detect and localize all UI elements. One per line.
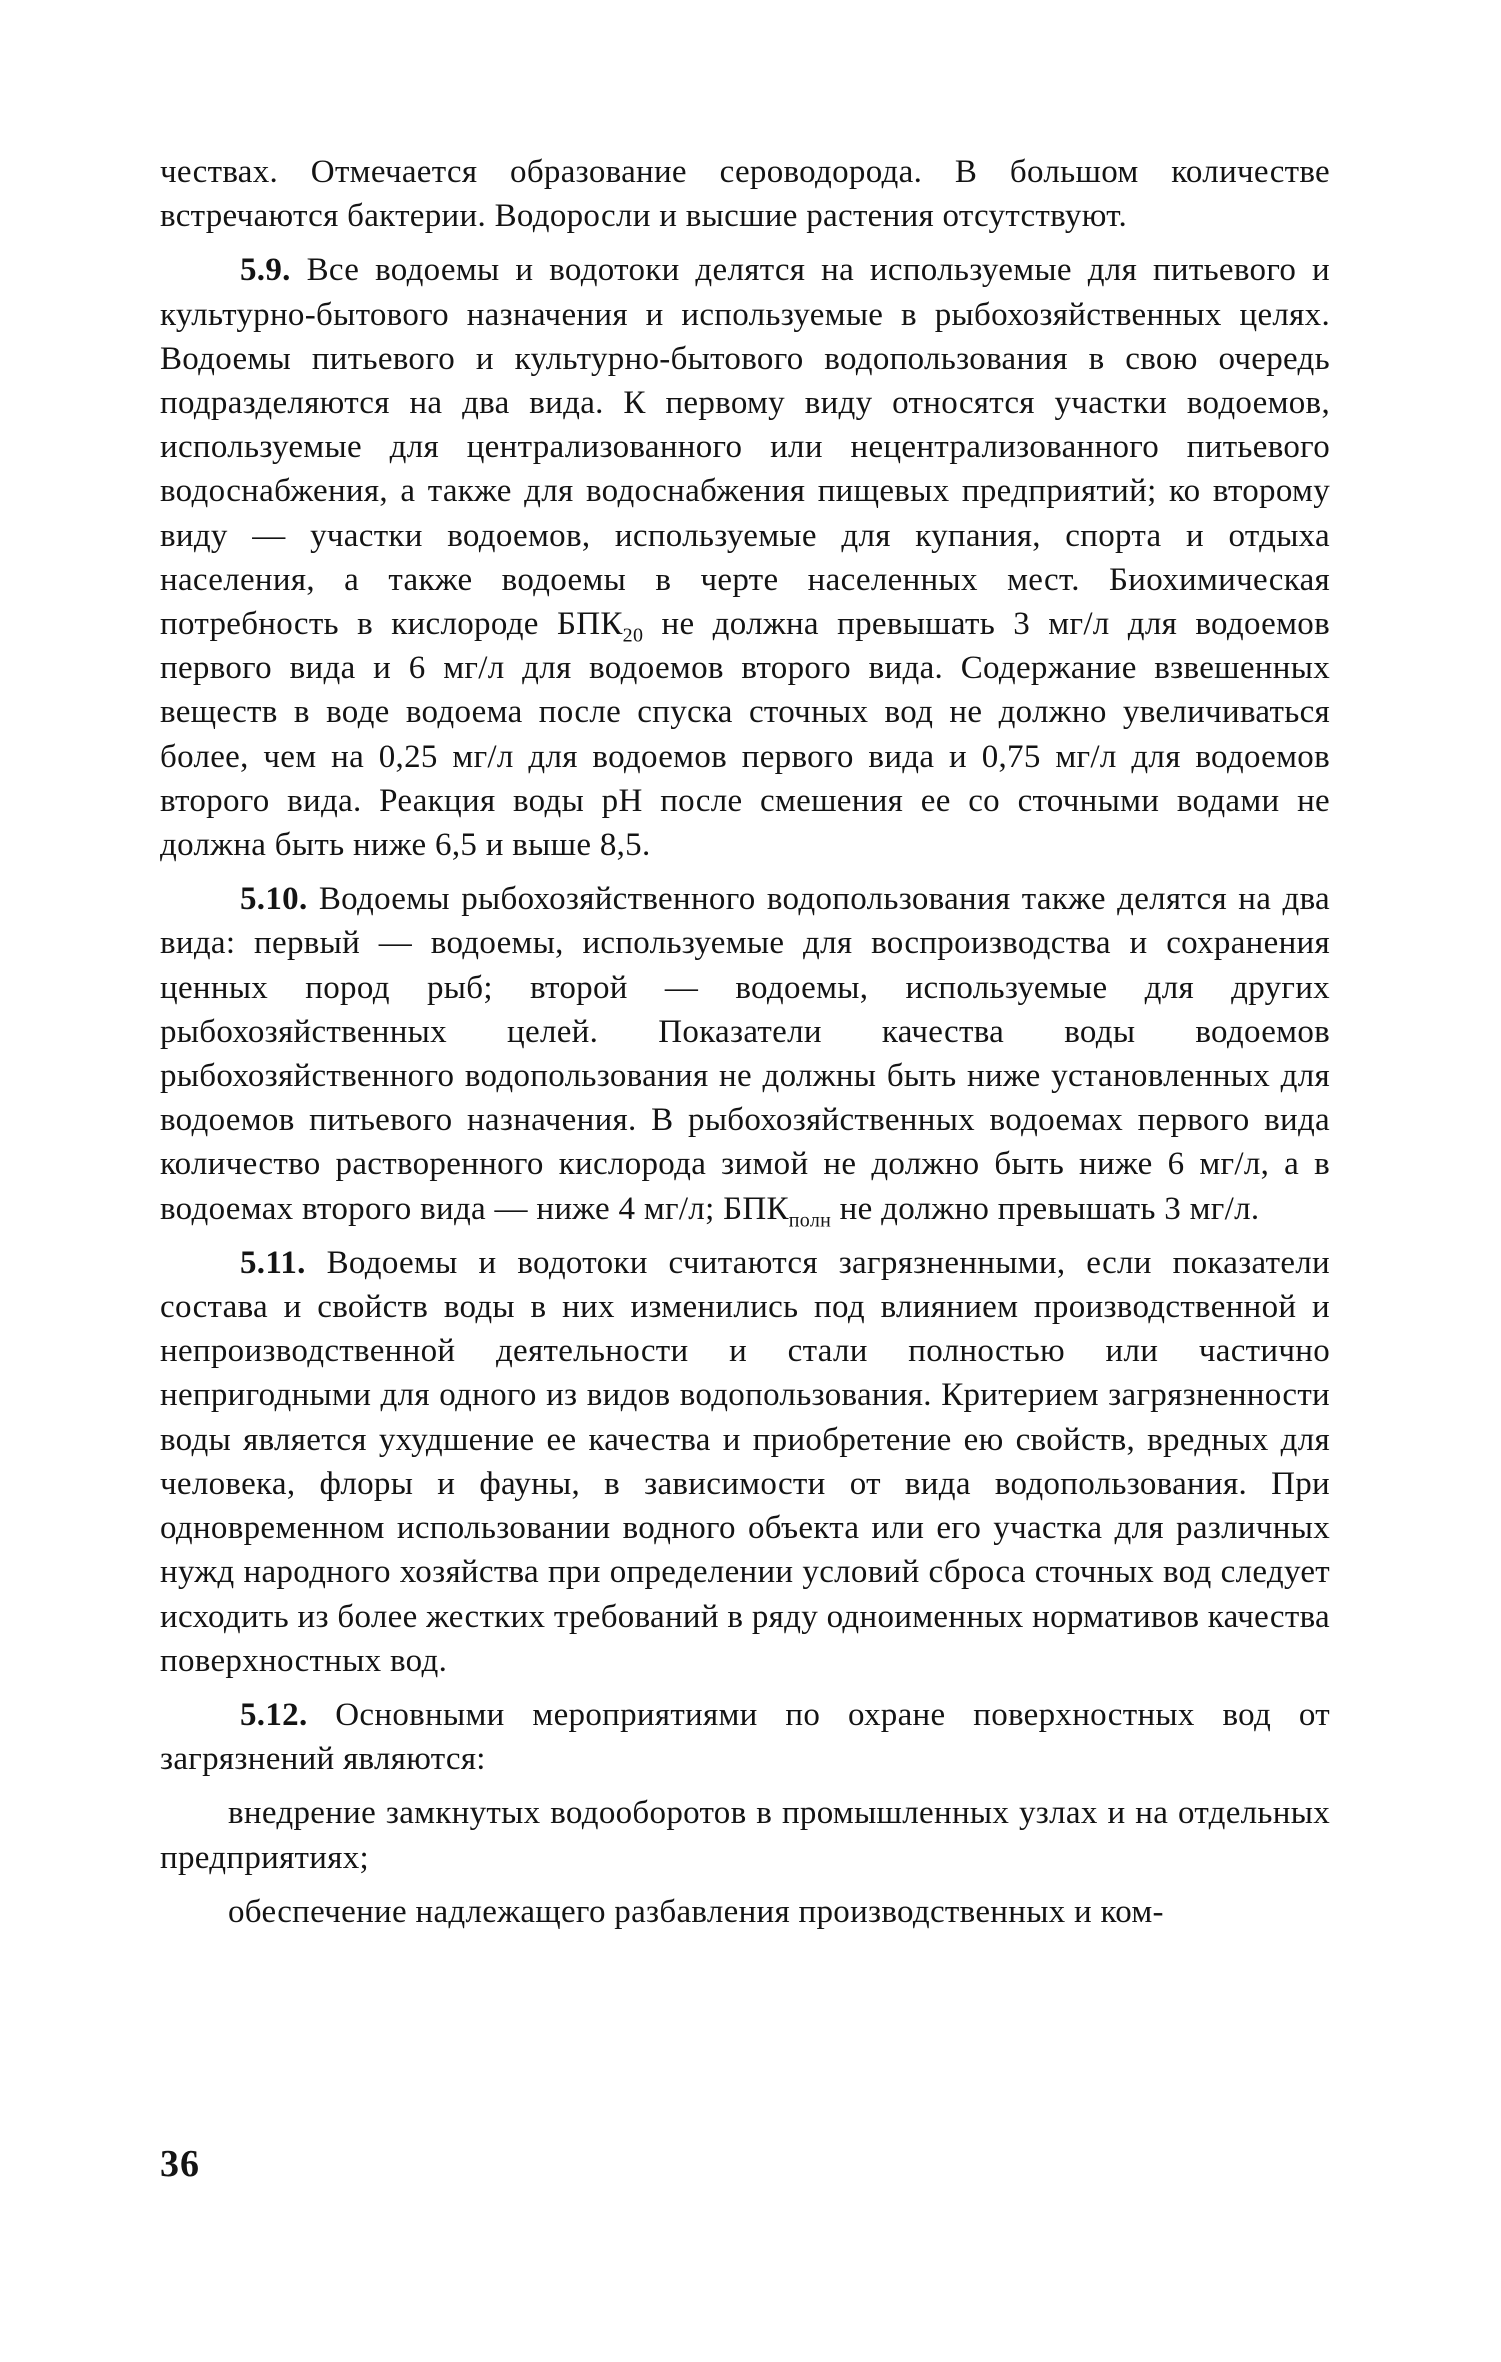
paragraph-5-9: [160, 248, 1330, 867]
section-number: 5.9.: [240, 252, 291, 289]
list-item: обеспечение надлежащего разбавления производственных и ком-: [228, 1893, 1164, 1930]
page-number: 36: [160, 2143, 200, 2185]
section-number: 5.12.: [240, 1696, 308, 1733]
paragraph-text: Основными мероприятиями по охране поверхностных вод от загрязнений являются:: [160, 1696, 1330, 1778]
subscript: полн: [788, 1209, 832, 1232]
paragraph-text: не должна превышать 3 мг/л для водоемов первого вида и 6 мг/л для водоемов второго вида. Содержание взвешенных веществ в воде водоема после спуска сточных вод не должно увеличиваться более, чем на 0,25 мг/л для водоемов первого вида и 0,75 мг/л для водоемов второго вида. Реакция воды pH после смешения ее со сточными водами не должна быть ниже 6,5 и выше 8,5.: [160, 606, 1330, 864]
paragraph-5-11: [160, 1241, 1330, 1683]
paragraph-text: Все водоемы и водотоки делятся на используемые для питьевого и культурно-бытового назначения и используемые в рыбохозяйственных целях. Водоемы питьевого и культурно-бытового водопользования в свою очередь подразделяются на два вида. К первому виду относятся участки водоемов, используемые для централизованного или нецентрализованного питьевого водоснабжения, а также для водоснабжения пищевых предприятий; ко второму виду — участки водоемов, используемые для купания, спорта и отдыха населения, а также водоемы в черте населенных мест. Биохимическая потребность в кислороде БПК: [160, 252, 1330, 643]
section-number: 5.10.: [240, 881, 308, 918]
section-number: 5.11.: [240, 1244, 306, 1281]
paragraph-text: не должно превышать 3 мг/л.: [831, 1190, 1260, 1227]
list-item: внедрение замкнутых водооборотов в промышленных узлах и на отдельных предприятиях;: [160, 1795, 1330, 1876]
paragraph-5-12: [160, 1693, 1330, 1781]
paragraph-text: Водоемы рыбохозяйственного водопользования также делятся на два вида: первый — водоемы, используемые для воспроизводства и сохранения ценных пород рыб; второй — водоемы, используемые для других рыбохозяйственных целей. Показатели качества воды водоемов рыбохозяйственного водопользования не должны быть ниже установленных для водоемов питьевого назначения. В рыбохозяйственных водоемах первого вида количество растворенного кислорода зимой не должно быть ниже 6 мг/л, а в водоемах второго вида — ниже 4 мг/л; БПК: [160, 881, 1330, 1227]
paragraph-text: Водоемы и водотоки считаются загрязненными, если показатели состава и свойств воды в них изменились под влиянием производственной и непроизводственной деятельности и стали полностью или частично непригодными для одного из видов водопользования. Критерием загрязненности воды является ухудшение ее качества и приобретение ею свойств, вредных для человека, флоры и фауны, в зависимости от вида водопользования. При одновременном использовании водного объекта или его участка для различных нужд народного хозяйства при определении условий сброса сточных вод следует исходить из более жестких требований в ряду одноименных нормативов качества поверхностных вод.: [160, 1244, 1330, 1679]
page-body: [160, 150, 1330, 1934]
subscript: 20: [622, 624, 644, 647]
paragraph-5-10: [160, 877, 1330, 1231]
paragraph-continuation: чествах. Отмечается образование сероводорода. В большом количестве встречаются бактерии. Водоросли и высшие растения отсутствуют.: [160, 154, 1330, 235]
